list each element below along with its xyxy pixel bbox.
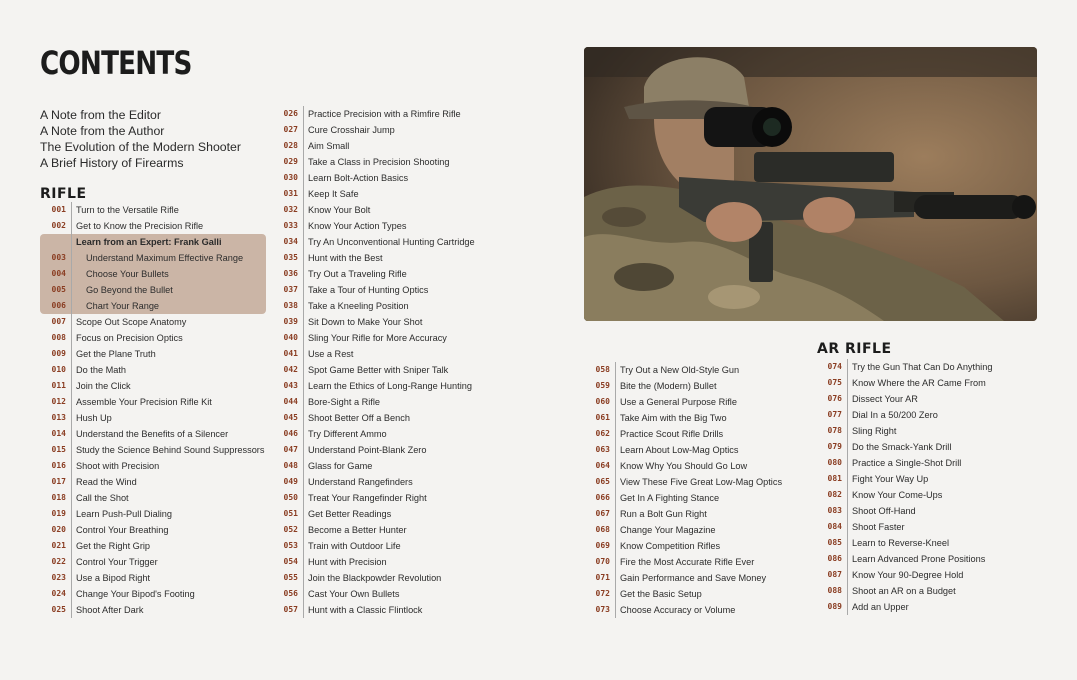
entry-number: 080 [816, 455, 842, 471]
entry-title: Try Different Ammo [308, 429, 387, 439]
entry-number: 030 [272, 170, 298, 186]
entry-number: 047 [272, 442, 298, 458]
entry-number: 069 [584, 538, 610, 554]
entry-number: 045 [272, 410, 298, 426]
entry-title: Spot Game Better with Sniper Talk [308, 365, 449, 375]
entry-number: 085 [816, 535, 842, 551]
entry-title: Join the Click [76, 381, 131, 391]
entry-title: Run a Bolt Gun Right [620, 509, 707, 519]
entry-title: Know Competition Rifles [620, 541, 721, 551]
entry-number: 020 [40, 522, 66, 538]
entry-number: 041 [272, 346, 298, 362]
entry-title: Take a Tour of Hunting Optics [308, 285, 429, 295]
entry-number: 025 [40, 602, 66, 618]
entry-number: 043 [272, 378, 298, 394]
entry-number: 049 [272, 474, 298, 490]
entry-title: Hunt with Precision [308, 557, 387, 567]
intro-item[interactable]: A Brief History of Firearms [40, 156, 184, 170]
entry-number: 008 [40, 330, 66, 346]
entry-number: 086 [816, 551, 842, 567]
entry-title: Sling Your Rifle for More Accuracy [308, 333, 447, 343]
entry-title: Cure Crosshair Jump [308, 125, 395, 135]
entry-number: 017 [40, 474, 66, 490]
entry-number: 036 [272, 266, 298, 282]
entry-title: Change Your Magazine [620, 525, 716, 535]
entry-number: 063 [584, 442, 610, 458]
entry-number: 057 [272, 602, 298, 618]
entry-number: 060 [584, 394, 610, 410]
entry-number: 048 [272, 458, 298, 474]
entry-title: Dial In a 50/200 Zero [852, 410, 938, 420]
entry-title: Hunt with a Classic Flintlock [308, 605, 423, 615]
entry-title: Train with Outdoor Life [308, 541, 401, 551]
entry-title: Bite the (Modern) Bullet [620, 381, 717, 391]
entry-title: Know Your Come-Ups [852, 490, 943, 500]
entry-title: Practice Precision with a Rimfire Rifle [308, 109, 461, 119]
entry-title: Get to Know the Precision Rifle [76, 221, 204, 231]
entry-number: 052 [272, 522, 298, 538]
entry-title: Control Your Trigger [76, 557, 158, 567]
entry-number: 031 [272, 186, 298, 202]
shooter-photo [584, 47, 1037, 321]
entry-title: Sling Right [852, 426, 897, 436]
entry-title: Chart Your Range [86, 301, 160, 311]
entry-title: Choose Accuracy or Volume [620, 605, 736, 615]
entry-title: Shoot Off-Hand [852, 506, 916, 516]
entry-title: Learn Push-Pull Dialing [76, 509, 173, 519]
entry-number: 033 [272, 218, 298, 234]
entry-number: 066 [584, 490, 610, 506]
entry-title: Hunt with the Best [308, 253, 383, 263]
entry-title: Choose Your Bullets [86, 269, 169, 279]
entry-title: Get the Right Grip [76, 541, 151, 551]
entry-number: 014 [40, 426, 66, 442]
entry-title: Learn Advanced Prone Positions [852, 554, 986, 564]
entry-number: 013 [40, 410, 66, 426]
entry-number: 054 [272, 554, 298, 570]
entry-title: Glass for Game [308, 461, 373, 471]
entry-number: 068 [584, 522, 610, 538]
entry-number: 065 [584, 474, 610, 490]
entry-title: Practice a Single-Shot Drill [852, 458, 962, 468]
entry-number: 039 [272, 314, 298, 330]
entry-title: Take a Class in Precision Shooting [308, 157, 450, 167]
entry-title: Aim Small [308, 141, 350, 151]
entry-number: 077 [816, 407, 842, 423]
entry-number: 026 [272, 106, 298, 122]
entry-number: 024 [40, 586, 66, 602]
entry-title: Understand Point-Blank Zero [308, 445, 427, 455]
entry-title: Shoot with Precision [76, 461, 160, 471]
entry-number: 081 [816, 471, 842, 487]
entry-title: Try Out a New Old-Style Gun [620, 365, 740, 375]
entry-number: 046 [272, 426, 298, 442]
entry-title: Treat Your Rangefinder Right [308, 493, 427, 503]
entry-title: Scope Out Scope Anatomy [76, 317, 187, 327]
entry-number: 027 [272, 122, 298, 138]
entry-title: Learn Bolt-Action Basics [308, 173, 409, 183]
entry-title: Try Out a Traveling Rifle [308, 269, 407, 279]
entry-number: 062 [584, 426, 610, 442]
entry-number: 076 [816, 391, 842, 407]
entry-number: 056 [272, 586, 298, 602]
entry-number: 070 [584, 554, 610, 570]
entry-number: 018 [40, 490, 66, 506]
entry-title: Understand Rangefinders [308, 477, 413, 487]
entry-title: Become a Better Hunter [308, 525, 407, 535]
entry-title: Go Beyond the Bullet [86, 285, 173, 295]
entry-title: Call the Shot [76, 493, 129, 503]
intro-item[interactable]: A Note from the Author [40, 124, 165, 138]
entry-title: Change Your Bipod's Footing [76, 589, 195, 599]
entry-title: Get the Basic Setup [620, 589, 702, 599]
entry-number: 003 [40, 250, 66, 266]
entry-number: 088 [816, 583, 842, 599]
entry-number: 035 [272, 250, 298, 266]
entry-title: Understand Maximum Effective Range [86, 253, 244, 263]
entry-title: Shoot Better Off a Bench [308, 413, 410, 423]
entry-number: 082 [816, 487, 842, 503]
entry-number: 004 [40, 266, 66, 282]
page-title: CONTENTS [40, 44, 192, 82]
entry-number: 053 [272, 538, 298, 554]
entry-number: 051 [272, 506, 298, 522]
entry-number: 074 [816, 359, 842, 375]
entry-title: Turn to the Versatile Rifle [76, 205, 179, 215]
entry-number: 006 [40, 298, 66, 314]
entry-title: Get Better Readings [308, 509, 392, 519]
entry-number: 050 [272, 490, 298, 506]
entry-title: Take Aim with the Big Two [620, 413, 727, 423]
entry-title: Do the Smack-Yank Drill [852, 442, 952, 452]
entry-title: Know Where the AR Came From [852, 378, 986, 388]
entry-title: Gain Performance and Save Money [620, 573, 767, 583]
entry-title: Learn the Ethics of Long-Range Hunting [308, 381, 472, 391]
entry-title: Hush Up [76, 413, 112, 423]
entry-number: 015 [40, 442, 66, 458]
entry-title: Use a Bipod Right [76, 573, 151, 583]
entry-number: 042 [272, 362, 298, 378]
section-heading-rifle: RIFLE [40, 186, 87, 202]
entry-number: 073 [584, 602, 610, 618]
entry-number: 059 [584, 378, 610, 394]
entry-number: 001 [40, 202, 66, 218]
entry-number: 005 [40, 282, 66, 298]
entry-title: Control Your Breathing [76, 525, 169, 535]
entry-title: View These Five Great Low-Mag Optics [620, 477, 783, 487]
entry-number: 058 [584, 362, 610, 378]
entry-number: 007 [40, 314, 66, 330]
entry-number: 038 [272, 298, 298, 314]
entry-number: 064 [584, 458, 610, 474]
entry-number: 032 [272, 202, 298, 218]
entry-number: 009 [40, 346, 66, 362]
intro-list [40, 107, 241, 171]
entry-title: Focus on Precision Optics [76, 333, 183, 343]
entry-title: Do the Math [76, 365, 127, 375]
entry-number: 067 [584, 506, 610, 522]
entry-title: Study the Science Behind Sound Suppressors [76, 445, 265, 455]
entry-title: Shoot an AR on a Budget [852, 586, 956, 596]
entry-title: Learn About Low-Mag Optics [620, 445, 739, 455]
entry-title: Use a Rest [308, 349, 354, 359]
entry-number: 019 [40, 506, 66, 522]
entry-number: 011 [40, 378, 66, 394]
entry-number: 022 [40, 554, 66, 570]
entry-title: Dissect Your AR [852, 394, 918, 404]
entry-number: 010 [40, 362, 66, 378]
entry-number: 023 [40, 570, 66, 586]
entry-title: Get the Plane Truth [76, 349, 156, 359]
entry-title: Shoot Faster [852, 522, 905, 532]
intro-item[interactable]: A Note from the Editor [40, 108, 161, 122]
entry-title: Know Your Action Types [308, 221, 407, 231]
entry-title: Cast Your Own Bullets [308, 589, 400, 599]
entry-number: 034 [272, 234, 298, 250]
entry-number: 012 [40, 394, 66, 410]
entry-number: 084 [816, 519, 842, 535]
entry-number: 040 [272, 330, 298, 346]
entry-title: Join the Blackpowder Revolution [308, 573, 442, 583]
entry-title: Fire the Most Accurate Rifle Ever [620, 557, 755, 567]
entry-number: 016 [40, 458, 66, 474]
entry-title: Read the Wind [76, 477, 137, 487]
entry-number: 021 [40, 538, 66, 554]
entry-title: Understand the Benefits of a Silencer [76, 429, 229, 439]
entry-title: Add an Upper [852, 602, 909, 612]
entry-number: 002 [40, 218, 66, 234]
entry-title: Bore-Sight a Rifle [308, 397, 381, 407]
entry-title: Know Why You Should Go Low [620, 461, 748, 471]
entry-title: Shoot After Dark [76, 605, 144, 615]
entry-title: Get In A Fighting Stance [620, 493, 720, 503]
intro-item[interactable]: The Evolution of the Modern Shooter [40, 140, 241, 154]
entry-title: Practice Scout Rifle Drills [620, 429, 724, 439]
entry-number: 028 [272, 138, 298, 154]
entry-number: 044 [272, 394, 298, 410]
entry-number: 079 [816, 439, 842, 455]
entry-title: Try the Gun That Can Do Anything [852, 362, 993, 372]
entry-title: Know Your 90-Degree Hold [852, 570, 964, 580]
entry-number: 083 [816, 503, 842, 519]
entry-number: 078 [816, 423, 842, 439]
entry-title: Assemble Your Precision Rifle Kit [76, 397, 212, 407]
entry-number: 087 [816, 567, 842, 583]
entry-number: 075 [816, 375, 842, 391]
entry-number: 037 [272, 282, 298, 298]
entry-number: 061 [584, 410, 610, 426]
entry-title: Keep It Safe [308, 189, 359, 199]
entry-title: Know Your Bolt [308, 205, 371, 215]
section-heading-ar-rifle: AR RIFLE [817, 341, 892, 357]
entry-number: 072 [584, 586, 610, 602]
entry-number: 089 [816, 599, 842, 615]
entry-title: Use a General Purpose Rifle [620, 397, 737, 407]
entry-number: 055 [272, 570, 298, 586]
entry-title: Learn from an Expert: Frank Galli [76, 237, 222, 247]
entry-number: 029 [272, 154, 298, 170]
entry-title: Learn to Reverse-Kneel [852, 538, 950, 548]
entry-number: 071 [584, 570, 610, 586]
entry-title: Take a Kneeling Position [308, 301, 409, 311]
entry-title: Fight Your Way Up [852, 474, 929, 484]
entry-title: Sit Down to Make Your Shot [308, 317, 423, 327]
entry-title: Try An Unconventional Hunting Cartridge [308, 237, 475, 247]
